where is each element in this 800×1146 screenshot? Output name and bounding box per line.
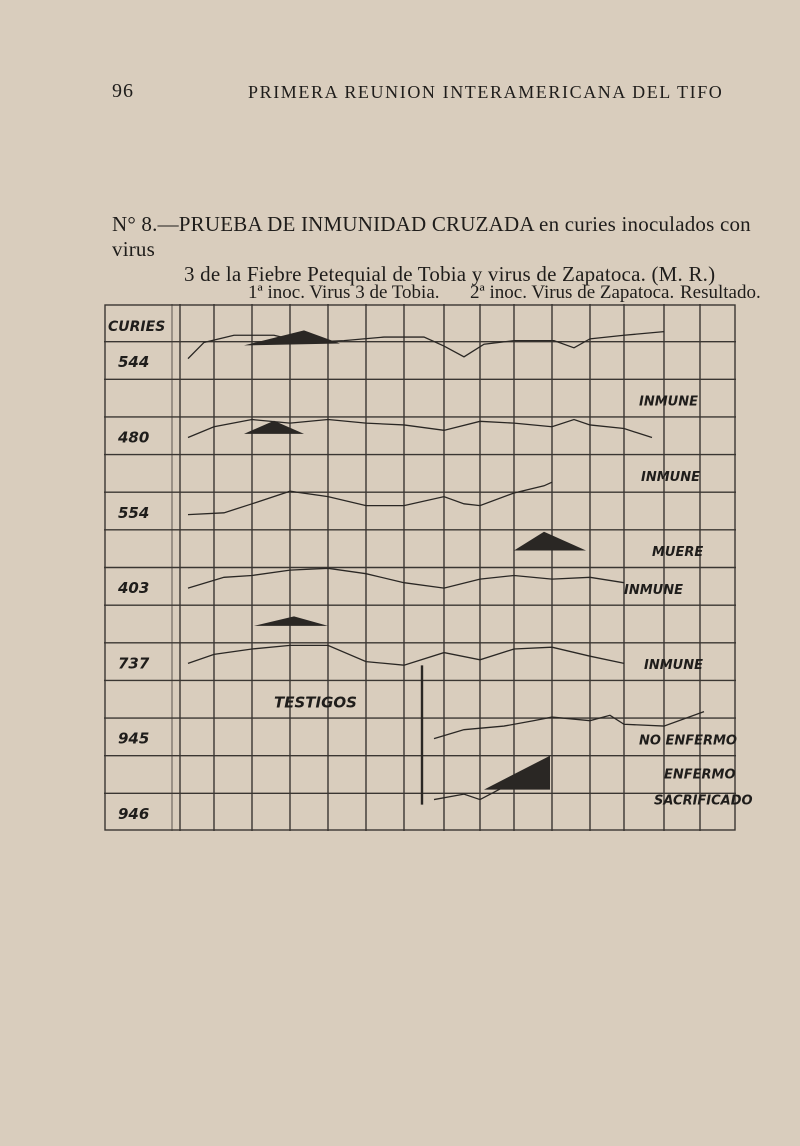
result-label: INMUNE — [639, 394, 698, 410]
result-label: SACRIFICADO — [654, 793, 753, 809]
result-label: ENFERMO — [664, 767, 736, 783]
title-line-2: 3 de la Fiebre Petequial de Tobia y virus de Zapatoca. (M. R.) — [184, 262, 716, 286]
filled-fever-area — [484, 756, 550, 790]
page-number: 96 — [112, 80, 134, 102]
column-header-result: Resultado. — [680, 282, 761, 303]
result-label: INMUNE — [644, 658, 703, 674]
temperature-curve — [188, 332, 664, 359]
running-title: PRIMERA REUNION INTERAMERICANA DEL TIFO — [248, 82, 724, 102]
filled-fever-area — [514, 532, 586, 551]
filled-fever-area — [254, 616, 328, 625]
temperature-curve — [188, 645, 624, 665]
result-label: MUERE — [652, 545, 704, 561]
filled-fever-area — [244, 330, 340, 345]
controls-label: TESTIGOS — [274, 693, 357, 712]
temperature-curve — [188, 482, 552, 514]
result-label: INMUNE — [624, 582, 683, 598]
result-label: INMUNE — [641, 469, 700, 485]
animal-id-label: 544 — [118, 353, 150, 372]
animal-id-label: 945 — [118, 729, 150, 748]
animal-id-label: 480 — [118, 428, 150, 447]
animal-id-label: 554 — [118, 503, 150, 522]
title-line-1: N° 8.—PRUEBA DE INMUNIDAD CRUZADA en curies inoculados con virus — [112, 212, 751, 261]
chart-svg — [104, 304, 753, 834]
animal-id-label: 737 — [118, 654, 150, 673]
corner-label: CURIES — [108, 319, 166, 336]
result-label: NO ENFERMO — [639, 733, 737, 749]
animal-id-label: 946 — [118, 804, 150, 823]
table-title — [112, 212, 792, 287]
animal-id-label: 403 — [118, 579, 150, 598]
column-header-second-inoculation: 2ª inoc. Virus de Zapatoca. — [470, 282, 675, 303]
column-header-first-inoculation: 1ª inoc. Virus 3 de Tobia. — [248, 282, 440, 303]
temperature-curve — [188, 568, 624, 588]
temperature-chart — [104, 304, 753, 839]
